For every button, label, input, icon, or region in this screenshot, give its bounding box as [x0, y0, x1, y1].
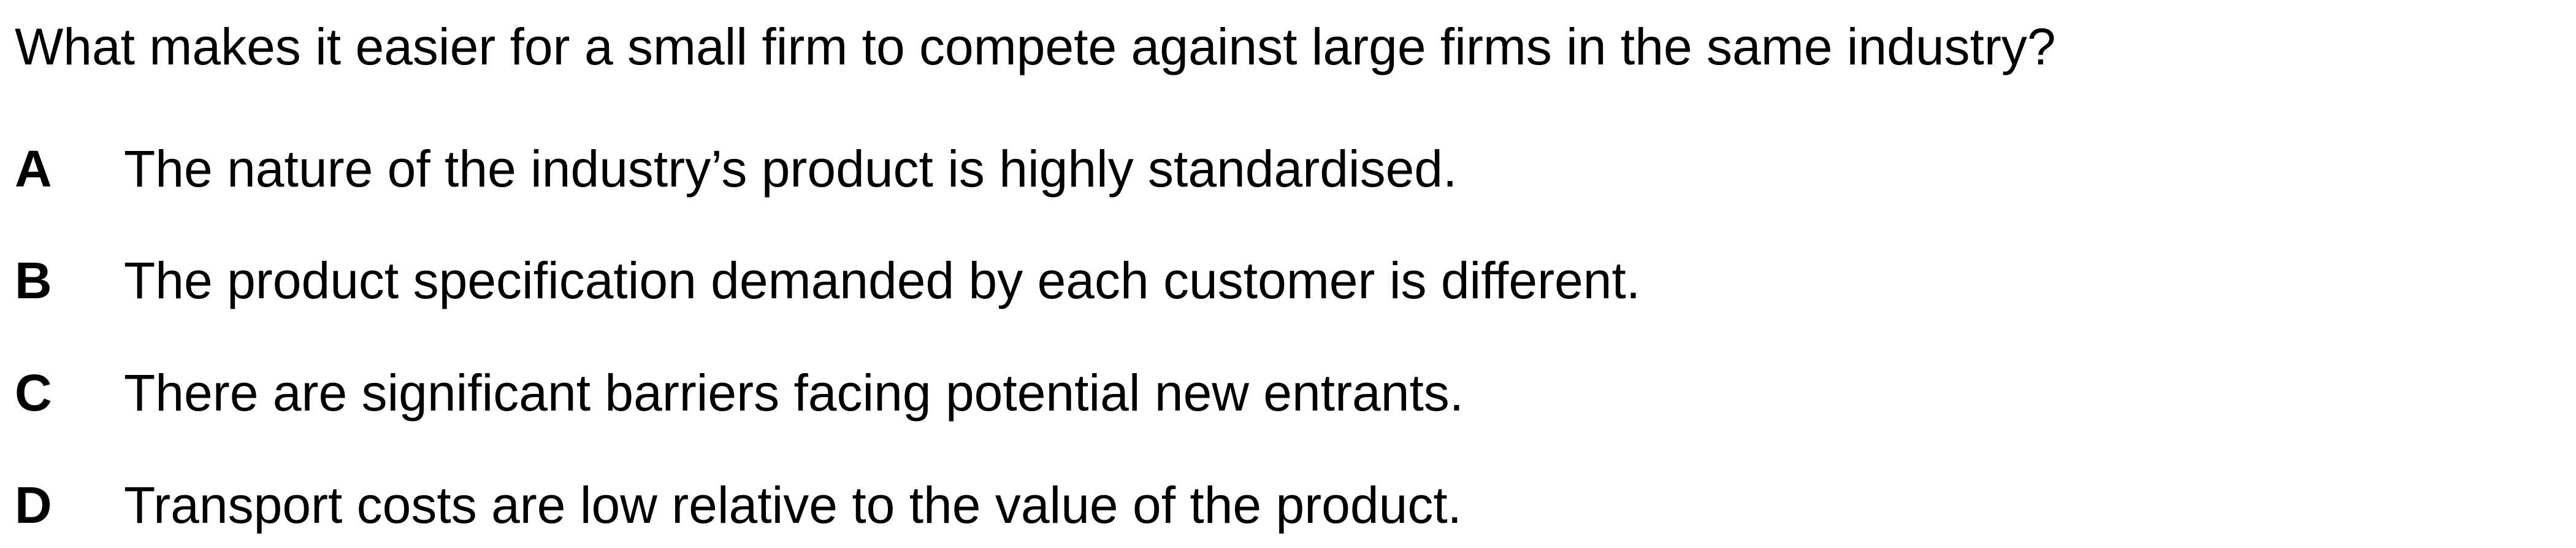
option-b [15, 247, 1640, 314]
option-letter: D [15, 476, 52, 534]
option-letter: B [15, 251, 52, 309]
option-text: The product specification demanded by each customer is different. [124, 251, 1641, 309]
option-text: The nature of the industry’s product is highly standardised. [124, 139, 1458, 198]
option-text: Transport costs are low relative to the value of the product. [124, 476, 1462, 534]
option-c [15, 359, 1464, 426]
option-letter: C [15, 363, 52, 422]
option-letter: A [15, 139, 52, 198]
option-d [15, 471, 1462, 539]
option-text: There are significant barriers facing potential new entrants. [124, 363, 1464, 422]
question-text: What makes it easier for a small firm to compete against large firms in the same industry? [15, 18, 2056, 75]
option-a [15, 135, 1457, 203]
